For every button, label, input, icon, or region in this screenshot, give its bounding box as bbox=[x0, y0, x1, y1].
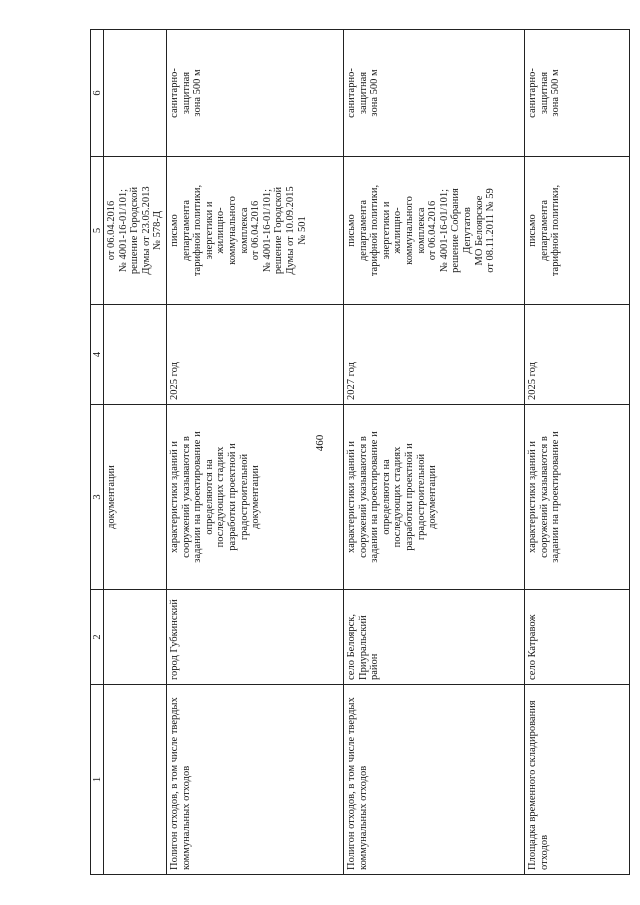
characteristics: документации bbox=[104, 405, 167, 590]
header-row bbox=[91, 30, 104, 875]
column-header: 4 bbox=[91, 305, 104, 405]
column-header: 3 bbox=[91, 405, 104, 590]
column-header: 5 bbox=[91, 157, 104, 305]
location: город Губкинский bbox=[166, 590, 343, 685]
location: село Катравож bbox=[524, 590, 629, 685]
zone bbox=[104, 30, 167, 157]
zone: санитарно- защитная зона 500 м bbox=[524, 30, 629, 157]
table-row bbox=[166, 30, 343, 875]
location: село Белоярск, Приуральский район bbox=[343, 590, 524, 685]
object-name: Полигон отходов, в том числе твердых коммунальных отходов bbox=[166, 685, 343, 875]
object-name: Площадка временного складирования отходов bbox=[524, 685, 629, 875]
rotated-table-container bbox=[90, 30, 560, 875]
zone: санитарно- защитная зона 500 м bbox=[343, 30, 524, 157]
zone: санитарно- защитная зона 500 м bbox=[166, 30, 343, 157]
characteristics: характеристики зданий и сооружений указываются в задании на проектирование и определяются на последующих стадиях разработки проектной и градостроительной документации bbox=[343, 405, 524, 590]
year bbox=[104, 305, 167, 405]
year: 2025 год bbox=[524, 305, 629, 405]
column-header: 6 bbox=[91, 30, 104, 157]
table-row bbox=[343, 30, 524, 875]
characteristics: характеристики зданий и сооружений указываются в задании на проектирование и bbox=[524, 405, 629, 590]
year: 2027 год bbox=[343, 305, 524, 405]
table-row bbox=[524, 30, 629, 875]
basis: письмо департамента тарифной политики, bbox=[524, 157, 629, 305]
column-header: 1 bbox=[91, 685, 104, 875]
table-row bbox=[104, 30, 167, 875]
basis: письмо департамента тарифной политики, энергетики и жилищно- коммунального комплекса от 06.04.2016 № 4001-16-01/101; решение Собрания Депутатов МО Белоярское от 08.11.2011 № 59 bbox=[343, 157, 524, 305]
object-name: Полигон отходов, в том числе твердых коммунальных отходов bbox=[343, 685, 524, 875]
location bbox=[104, 590, 167, 685]
page-number: 460 bbox=[314, 434, 326, 452]
characteristics: характеристики зданий и сооружений указываются в задании на проектирование и определяются на последующих стадиях разработки проектной и градостроительной документации bbox=[166, 405, 343, 590]
object-name bbox=[104, 685, 167, 875]
objects-table bbox=[90, 29, 630, 875]
column-header: 2 bbox=[91, 590, 104, 685]
basis: письмо департамента тарифной политики, энергетики и жилищно- коммунального комплекса от 06.04.2016 № 4001-16-01/101; решение Городской Думы от 10.09.2015 № 501 bbox=[166, 157, 343, 305]
year: 2025 год bbox=[166, 305, 343, 405]
basis: от 06.04.2016 № 4001-16-01/101; решение Городской Думы от 23.05.2013 № 578-Д bbox=[104, 157, 167, 305]
